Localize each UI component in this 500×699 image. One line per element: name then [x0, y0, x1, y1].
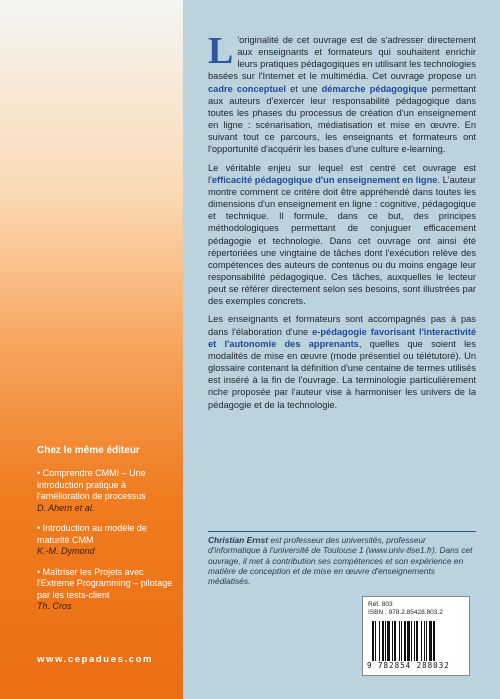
book-title: • Comprendre CMMI – Une introduction pratique à l'amélioration de processus [37, 468, 177, 503]
related-book-item [37, 523, 177, 558]
paragraph-intro: L 'originalité de cet ouvrage est de s'adresser directement aux enseignants et formateurs qui souhaitent enrichir leurs pratiques pédagogiques en utilisant les technologies basées sur l'Internet et le multimédia. Cet ouvrage propose un cadre conceptuel et une démarche pédagogique permettant aux auteurs d'exercer leur responsabilité pédagogique dans toutes les phases du processus de création d'un enseignement en ligne : scénarisation, médiatisation et mise en œuvre. En suivant tout ce parcours, les enseignants et formateurs ont l'opportunité d'acquérir les bases d'une culture e-learning. [208, 30, 476, 155]
barcode-digits: 9 782854 288032 [367, 661, 450, 670]
related-book-item [37, 567, 177, 613]
back-cover-description [208, 30, 476, 417]
publisher-website: www.cepadues.com [37, 654, 154, 665]
barcode-bars-icon [371, 621, 461, 661]
author-bio: Christian Ernst est professeur des universités, professeur d'informatique à l'université de Toulouse 1 (www.univ-tlse1.fr). Dans cet ouvrage, il met à contribution ses compétences et son expérience en matière de conception et de mise en œuvre d'enseignements médiatisés. [208, 535, 473, 587]
author-name: Christian Ernst [208, 535, 269, 545]
book-authors: D. Ahern et al. [37, 502, 95, 513]
highlight-demarche: démarche pédagogique [321, 83, 428, 94]
barcode-label [362, 596, 470, 676]
book-authors: K.-M. Dymond [37, 546, 95, 556]
highlight-cadre: cadre conceptuel [208, 83, 286, 94]
drop-cap: L [208, 30, 234, 72]
ref-number: Réf. 803 [368, 601, 393, 608]
isbn-number: ISBN : 978.2.85428.803.2 [368, 609, 443, 616]
highlight-efficacite: efficacité pédagogique d'un enseignement en ligne [211, 174, 438, 185]
same-publisher-heading: Chez le même éditeur [37, 445, 140, 456]
orange-sidebar [0, 0, 183, 699]
related-book-item [37, 468, 177, 514]
book-title: • Introduction au modèle de maturité CMM [37, 523, 177, 546]
highlight-epedagogie: e-pédagogie favorisant l'interactivité et l'autonomie des apprenants [208, 326, 476, 349]
book-title: • Maîtriser les Projets avec l'Extreme Programming – pilotage par les tests-client [37, 567, 177, 602]
book-authors: Th. Cros [37, 601, 72, 611]
related-books-list [37, 468, 177, 622]
paragraph-accompagnement: Les enseignants et formateurs sont accompagnés pas à pas dans l'élaboration d'une e-pédagogie favorisant l'interactivité et l'autonomie des apprenants, quelles que soient les modalités de mise en œuvre (mode présentiel ou télétutoré). Un glossaire contenant la définition d'une centaine de termes utilisés est inséré à la fin de l'ouvrage. La terminologie particulièrement riche proposée par l'auteur vise à harmoniser les univers de la pédagogie et de la technologie. [208, 314, 476, 410]
paragraph-enjeu: Le véritable enjeu sur lequel est centré cet ouvrage est l'efficacité pédagogique d'un enseignement en ligne. L'auteur montre comment ce critère doit être appréhendé dans toutes les dimensions d'un enseignement en ligne : cognitive, pédagogique et technique. Il formule, dans ce but, des principes méthodologiques permettant de conjuguer efficacement pédagogie et technologie. Dans cet ouvrage ont ainsi été répertoriées une vingtaine de tâches dont l'exécution relève des compétences des auteurs de contenus ou du moins engage leur responsabilité pédagogique. Ces tâches, auxquelles le lecteur peut se référer directement selon ses besoins, sont illustrées par des exemples concrets. [208, 162, 476, 307]
reference-text [368, 601, 443, 617]
divider-line [208, 531, 476, 532]
